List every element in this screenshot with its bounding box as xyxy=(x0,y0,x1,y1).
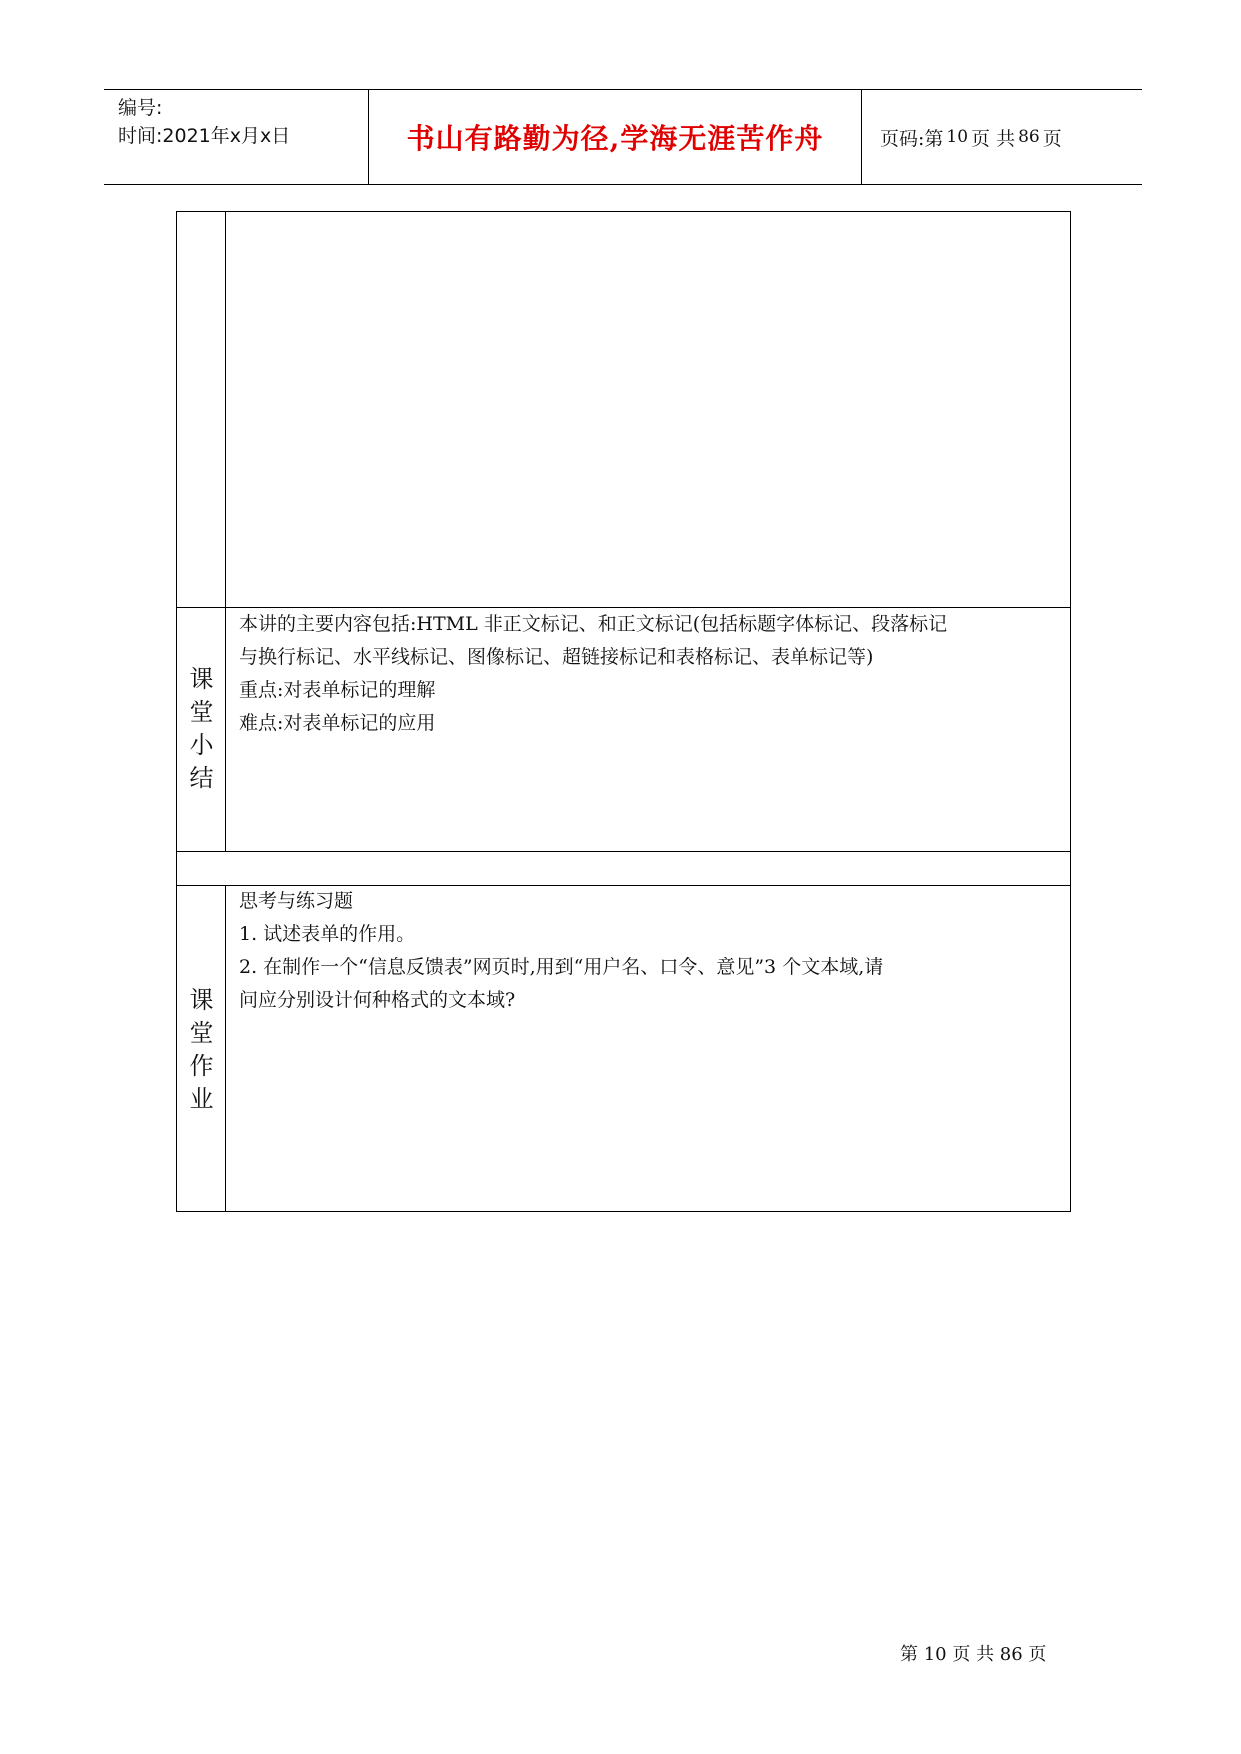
table-row-empty xyxy=(177,212,1070,607)
page-mid: 页 共 xyxy=(971,127,1016,150)
header-meta xyxy=(118,90,368,184)
row-label-cell xyxy=(177,212,226,607)
homework-content-cell xyxy=(226,886,1070,1211)
page-prefix: 页码:第 xyxy=(880,127,944,150)
summary-line: 本讲的主要内容包括:HTML 非正文标记、和正文标记(包括标题字体标记、段落标记 xyxy=(239,613,948,635)
header-page-info xyxy=(870,90,1142,184)
summary-line: 难点:对表单标记的应用 xyxy=(239,712,436,734)
row-content-cell xyxy=(226,212,1070,607)
label-char: 小 xyxy=(189,731,214,759)
homework-label xyxy=(177,984,226,1116)
header-motto: 书山有路勤为径,学海无涯苦作舟 xyxy=(406,122,824,155)
label-char: 堂 xyxy=(189,698,214,726)
table-row-homework xyxy=(177,886,1070,1211)
table-row-spacer xyxy=(177,852,1070,885)
homework-line: 1. 试述表单的作用。 xyxy=(239,923,416,945)
label-char: 堂 xyxy=(189,1019,214,1047)
homework-line: 思考与练习题 xyxy=(239,890,354,912)
lesson-table xyxy=(176,211,1071,1212)
page-number: 10 xyxy=(946,127,969,147)
label-char: 课 xyxy=(189,986,214,1014)
summary-label xyxy=(177,663,226,795)
summary-line: 与换行标记、水平线标记、图像标记、超链接标记和表格标记、表单标记等) xyxy=(239,646,874,668)
label-char: 业 xyxy=(189,1085,214,1113)
label-char: 作 xyxy=(189,1052,214,1080)
homework-line: 问应分别设计何种格式的文本域? xyxy=(239,989,516,1011)
homework-label-cell xyxy=(177,886,226,1211)
number-label: 编号: xyxy=(118,97,163,119)
summary-line: 重点:对表单标记的理解 xyxy=(239,679,436,701)
homework-line: 2. 在制作一个“信息反馈表”网页时,用到“用户名、口令、意见”3 个文本域,请 xyxy=(239,956,884,978)
page-suffix: 页 xyxy=(1042,127,1062,150)
summary-content-cell xyxy=(226,608,1070,851)
header-divider xyxy=(861,90,862,184)
page-header xyxy=(104,89,1142,185)
summary-content xyxy=(239,608,1062,740)
label-char: 课 xyxy=(189,665,214,693)
table-row-summary xyxy=(177,608,1070,851)
label-char: 结 xyxy=(189,764,214,792)
page-total: 86 xyxy=(1018,127,1040,147)
page-footer: 第 10 页 共 86 页 xyxy=(900,1644,1047,1665)
time-label: 时间:2021年x月x日 xyxy=(118,125,291,147)
homework-content xyxy=(239,885,1062,1017)
summary-label-cell xyxy=(177,608,226,851)
